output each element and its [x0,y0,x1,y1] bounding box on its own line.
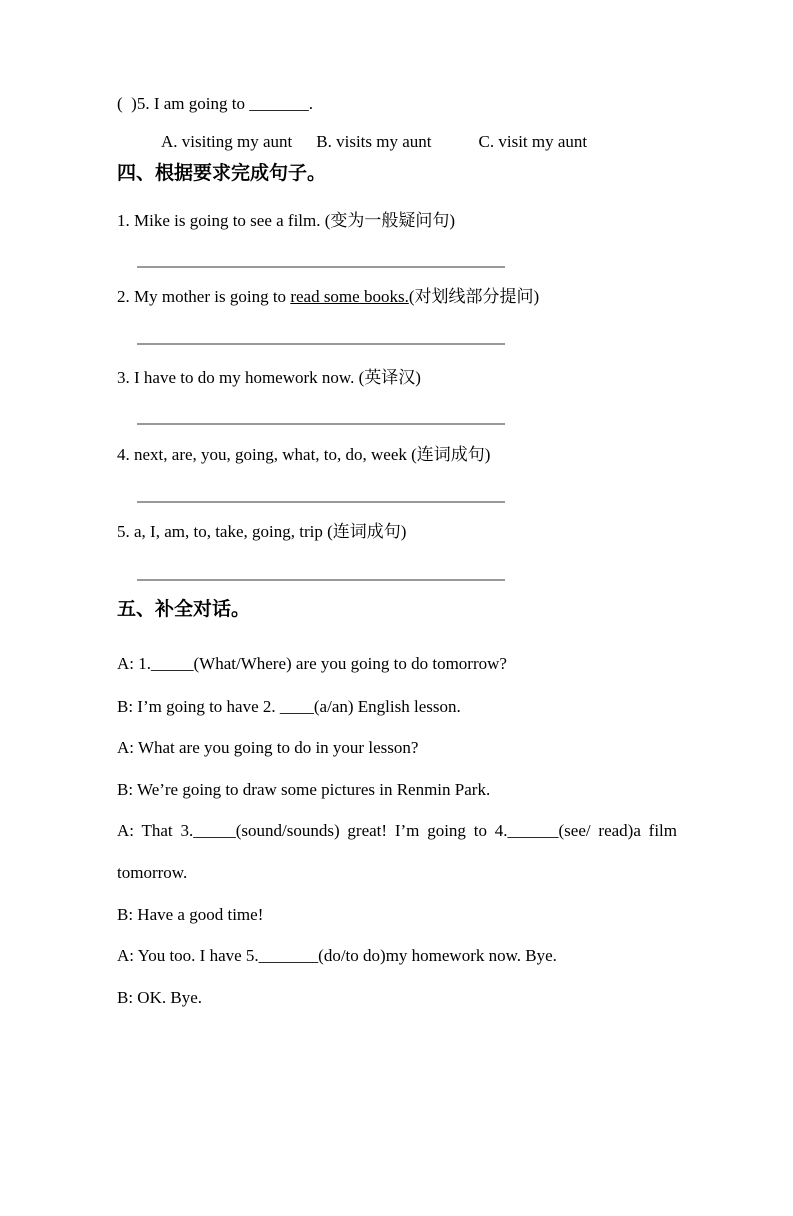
dialogue-line-b4: B: OK. Bye. [117,988,202,1007]
rewrite-question-3: 3. I have to do my homework now. (英译汉) [117,368,421,387]
dialogue-line-a2: A: What are you going to do in your lesson? [117,738,419,757]
answer-line-5 [137,579,505,581]
answer-line-2 [137,343,505,345]
dialogue-line-a4: A: You too. I have 5._______(do/to do)my homework now. Bye. [117,946,557,965]
answer-line-3 [137,423,505,425]
dialogue-line-a1: A: 1._____(What/Where) are you going to do tomorrow? [117,654,507,673]
rewrite-question-4: 4. next, are, you, going, what, to, do, week (连词成句) [117,445,491,464]
answer-line-1 [137,266,505,268]
dialogue-line-b3: B: Have a good time! [117,905,264,924]
rewrite-question-2-suffix: (对划线部分提问) [408,287,540,306]
rewrite-question-5: 5. a, I, am, to, take, going, trip (连词成句) [117,522,407,541]
dialogue-line-b1: B: I’m going to have 2. ____(a/an) English lesson. [117,697,461,716]
choice-option-c: C. visit my aunt [478,132,588,151]
worksheet-page [0,94,793,1216]
choice-question-5-prompt: ( )5. I am going to _______. [117,94,313,113]
dialogue-line-b2: B: We’re going to draw some pictures in Renmin Park. [117,780,491,799]
answer-line-4 [137,501,505,503]
dialogue-line-a3: A: That 3._____(sound/sounds) great! I’m going to 4.______(see/ read)a film [117,821,677,840]
section-5-title: 五、补全对话。 [117,599,251,620]
dialogue-line-a3-continued: tomorrow. [117,863,188,882]
rewrite-question-2 [117,287,677,307]
choice-question-5-options-row [117,132,677,152]
choice-option-a: A. visiting my aunt [161,132,293,151]
rewrite-question-2-underlined-phrase: read some books. [290,287,409,306]
choice-option-b: B. visits my aunt [316,132,432,151]
rewrite-question-2-prefix: 2. My mother is going to [117,287,291,306]
section-4-title: 四、根据要求完成句子。 [117,163,327,184]
rewrite-question-1: 1. Mike is going to see a film. (变为一般疑问句) [117,211,456,230]
